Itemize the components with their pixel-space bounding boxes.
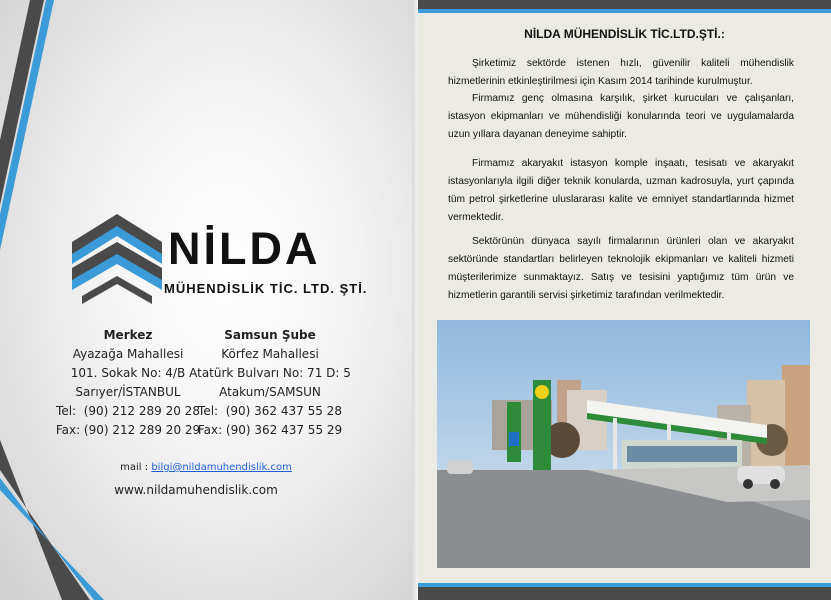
nilda-logo-icon (72, 212, 162, 304)
cover-page (0, 0, 412, 600)
brand-subtitle: MÜHENDİSLİK TİC. LTD. ŞTİ. (164, 281, 368, 296)
gas-station-photo (437, 320, 810, 568)
office-fax: Fax: (90) 362 437 55 29 (197, 423, 343, 437)
office-title: Merkez (103, 328, 153, 342)
office-line: Atatürk Bulvarı No: 71 D: 5 (189, 366, 351, 380)
office-line: 101. Sokak No: 4/B (70, 366, 186, 380)
paragraph: Sektörünün dünyaca sayılı firmalarının ürünleri olan ve akaryakıt sektöründe standartları belirleyen teknolojik ekipmanları ve kaliteli hizmeti müşterilerimize sunmaktayız. Satış ve tesisini yaptığımız tüm ürün ve hizmetlerin garantili servisi şirketimiz tarafından verilmektedir. (448, 236, 794, 301)
brand-name: NİLDA (168, 223, 321, 274)
office-line: Ayazağa Mahallesi (72, 347, 184, 361)
office-samsun (180, 326, 360, 440)
paragraph: Firmamız akaryakıt istasyon komple inşaatı, tesisatı ve akaryakıt istasyonlarıyla ilgili diğer teknik konularda, uzman kadrosuyla, yurt çapında tüm petrol şirketlerine uluslararası kalite ve emniyet standartlarında hizmet vermektedir. (448, 158, 794, 223)
office-phone: Tel: (90) 212 289 20 28 (56, 404, 200, 418)
mail-label: mail : (120, 462, 152, 473)
top-bar-blue (418, 9, 831, 13)
office-line: Körfez Mahallesi (221, 347, 319, 361)
info-page (418, 0, 831, 600)
office-phone: Tel: (90) 362 437 55 28 (198, 404, 342, 418)
office-line: Sarıyer/İSTANBUL (75, 385, 181, 399)
company-title: NİLDA MÜHENDİSLİK TİC.LTD.ŞTİ.: (524, 27, 725, 41)
office-line: Atakum/SAMSUN (219, 385, 321, 399)
paragraph: Firmamız genç olmasına karşılık, şirket kurucuları ve çalışanları, istasyon ekipmanları ve mühendisliği konularında teori ve uygulamalarda uzun yıllara dayanan deneyime sahiptir. (448, 93, 794, 140)
mail-link[interactable]: bilgi@nildamuhendislik.com (151, 462, 292, 473)
top-bar-dark (418, 0, 831, 9)
decorative-stripes (0, 0, 412, 600)
bottom-bar-dark (418, 587, 831, 600)
paragraph: Şirketimiz sektörde istenen hızlı, güvenilir kaliteli mühendislik hizmetlerinin etkinleştirilmesi için Kasım 2014 tarihinde kurulmuştur. (448, 58, 794, 87)
website-link[interactable]: www.nildamuhendislik.com (114, 483, 278, 497)
stripe-top-dark (0, 0, 44, 205)
office-title: Samsun Şube (224, 328, 316, 342)
mail-line (0, 462, 412, 473)
office-fax: Fax: (90) 212 289 20 29 (55, 423, 201, 437)
